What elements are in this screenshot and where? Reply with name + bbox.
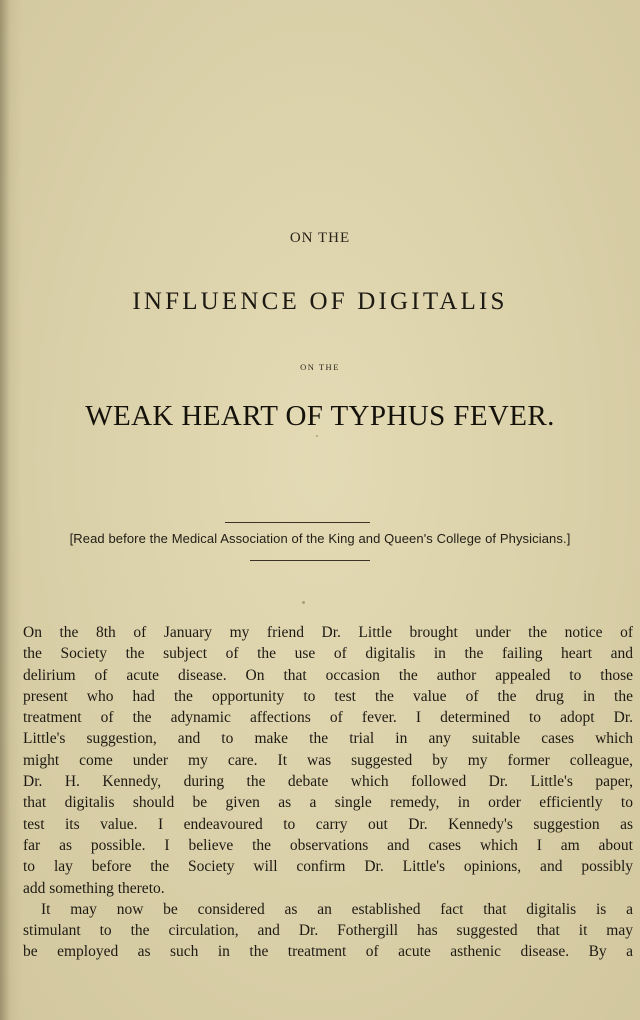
body-line: that digitalis should be given as a single remedy, in order efficiently to	[23, 794, 633, 812]
read-before-note: [Read before the Medical Association of the King and Queen's College of Physicians.]	[69, 531, 571, 546]
body-line: to lay before the Society will confirm Dr. Little's opinions, and possibly	[23, 858, 633, 876]
body-line: On the 8th of January my friend Dr. Little brought under the notice of	[23, 624, 633, 641]
main-title: INFLUENCE OF DIGITALIS	[132, 288, 508, 315]
heading-on-the: ON THE	[289, 230, 351, 246]
body-line: might come under my care. It was suggested by my former colleague,	[23, 751, 633, 769]
body-line: add something thereto.	[23, 879, 165, 897]
body-line: far as possible. I believe the observations and cases which I am about	[23, 836, 633, 854]
body-text	[23, 622, 633, 963]
body-line: treatment of the adynamic affections of fever. I determined to adopt Dr.	[23, 709, 633, 727]
sub-title: WEAK HEART OF TYPHUS FEVER.	[85, 400, 555, 432]
body-line: test its value. I endeavoured to carry out Dr. Kennedy's suggestion as	[23, 815, 633, 833]
rule-above-note	[225, 522, 370, 523]
body-line: stimulant to the circulation, and Dr. Fothergill has suggested that it may	[23, 922, 633, 940]
body-line: delirium of acute disease. On that occasion the author appealed to those	[23, 666, 633, 684]
body-line: the Society the subject of the use of digitalis in the failing heart and	[23, 645, 633, 663]
paper-speck	[302, 601, 305, 604]
heading-on-the-small: ON THE	[300, 362, 340, 372]
page-binding-shadow	[0, 0, 10, 1020]
body-line: Little's suggestion, and to make the trial in any suitable cases which	[23, 730, 633, 748]
paper-speck	[316, 435, 318, 437]
body-line: It may now be considered as an established fact that digitalis is a	[41, 900, 633, 918]
body-line: Dr. H. Kennedy, during the debate which followed Dr. Little's paper,	[23, 773, 633, 791]
body-line: be employed as such in the treatment of acute asthenic disease. By a	[23, 943, 633, 961]
body-line: present who had the opportunity to test the value of the drug in the	[23, 687, 633, 705]
rule-below-note	[250, 560, 370, 561]
